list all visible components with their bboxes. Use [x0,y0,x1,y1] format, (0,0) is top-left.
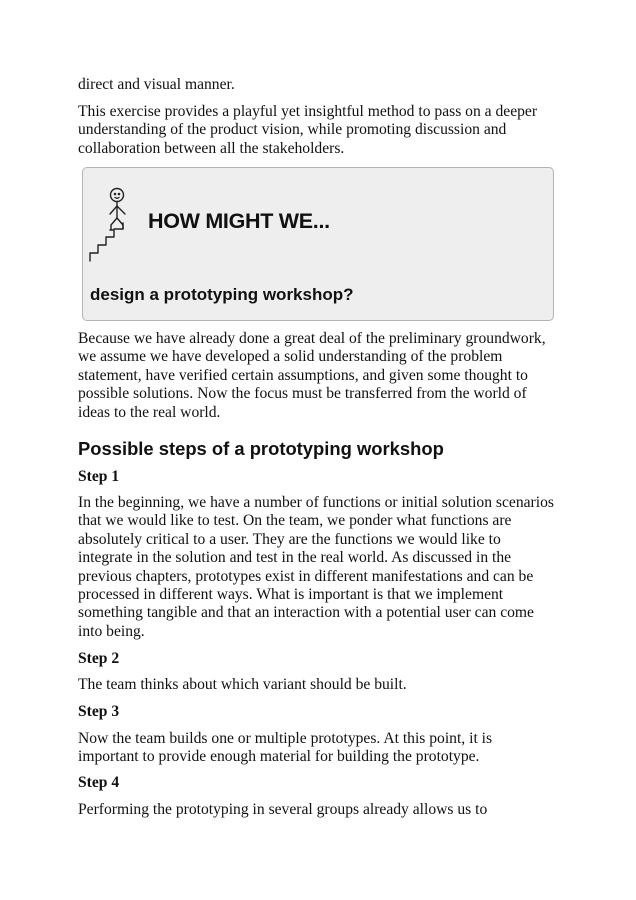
step-1-heading: Step 1 [78,468,120,485]
paragraph-groundwork: Because we have already done a great deal of the preliminary groundwork, we assume we have developed a solid understanding of the problem statement, have verified certain assumptions, and given some thought to possible solutions. Now the focus must be transferred from the world of ideas to the real world. [78,330,546,421]
how-might-we-question: design a prototyping workshop? [90,285,354,304]
step-4-text: Performing the prototyping in several groups already allows us to [78,801,488,818]
step-2-heading: Step 2 [78,650,120,667]
how-might-we-box [82,167,554,321]
step-2-text: The team thinks about which variant should be built. [78,676,407,693]
step-3-text: Now the team builds one or multiple prototypes. At this point, it is important to provide enough material for building the prototype. [78,730,493,766]
person-climbing-stairs-icon [89,185,139,263]
step-4-heading: Step 4 [78,774,120,791]
how-might-we-title: HOW MIGHT WE... [148,209,330,233]
step-3-heading: Step 3 [78,703,120,720]
paragraph-continuation: direct and visual manner. [78,76,235,93]
section-heading: Possible steps of a prototyping workshop [78,438,444,459]
step-1-text: In the beginning, we have a number of functions or initial solution scenarios that we would like to test. On the team, we ponder what functions are absolutely critical to a user. They are the functions we would like to integrate in the solution and test in the real world. As discussed in the previous chapters, prototypes exist in different manifestations and can be processed in different ways. What is important is that we implement something tangible and that an interaction with a potential user can come into being. [78,494,554,640]
paragraph-intro: This exercise provides a playful yet insightful method to pass on a deeper understanding of the product vision, while promoting discussion and collaboration between all the stakeholders. [78,103,538,157]
